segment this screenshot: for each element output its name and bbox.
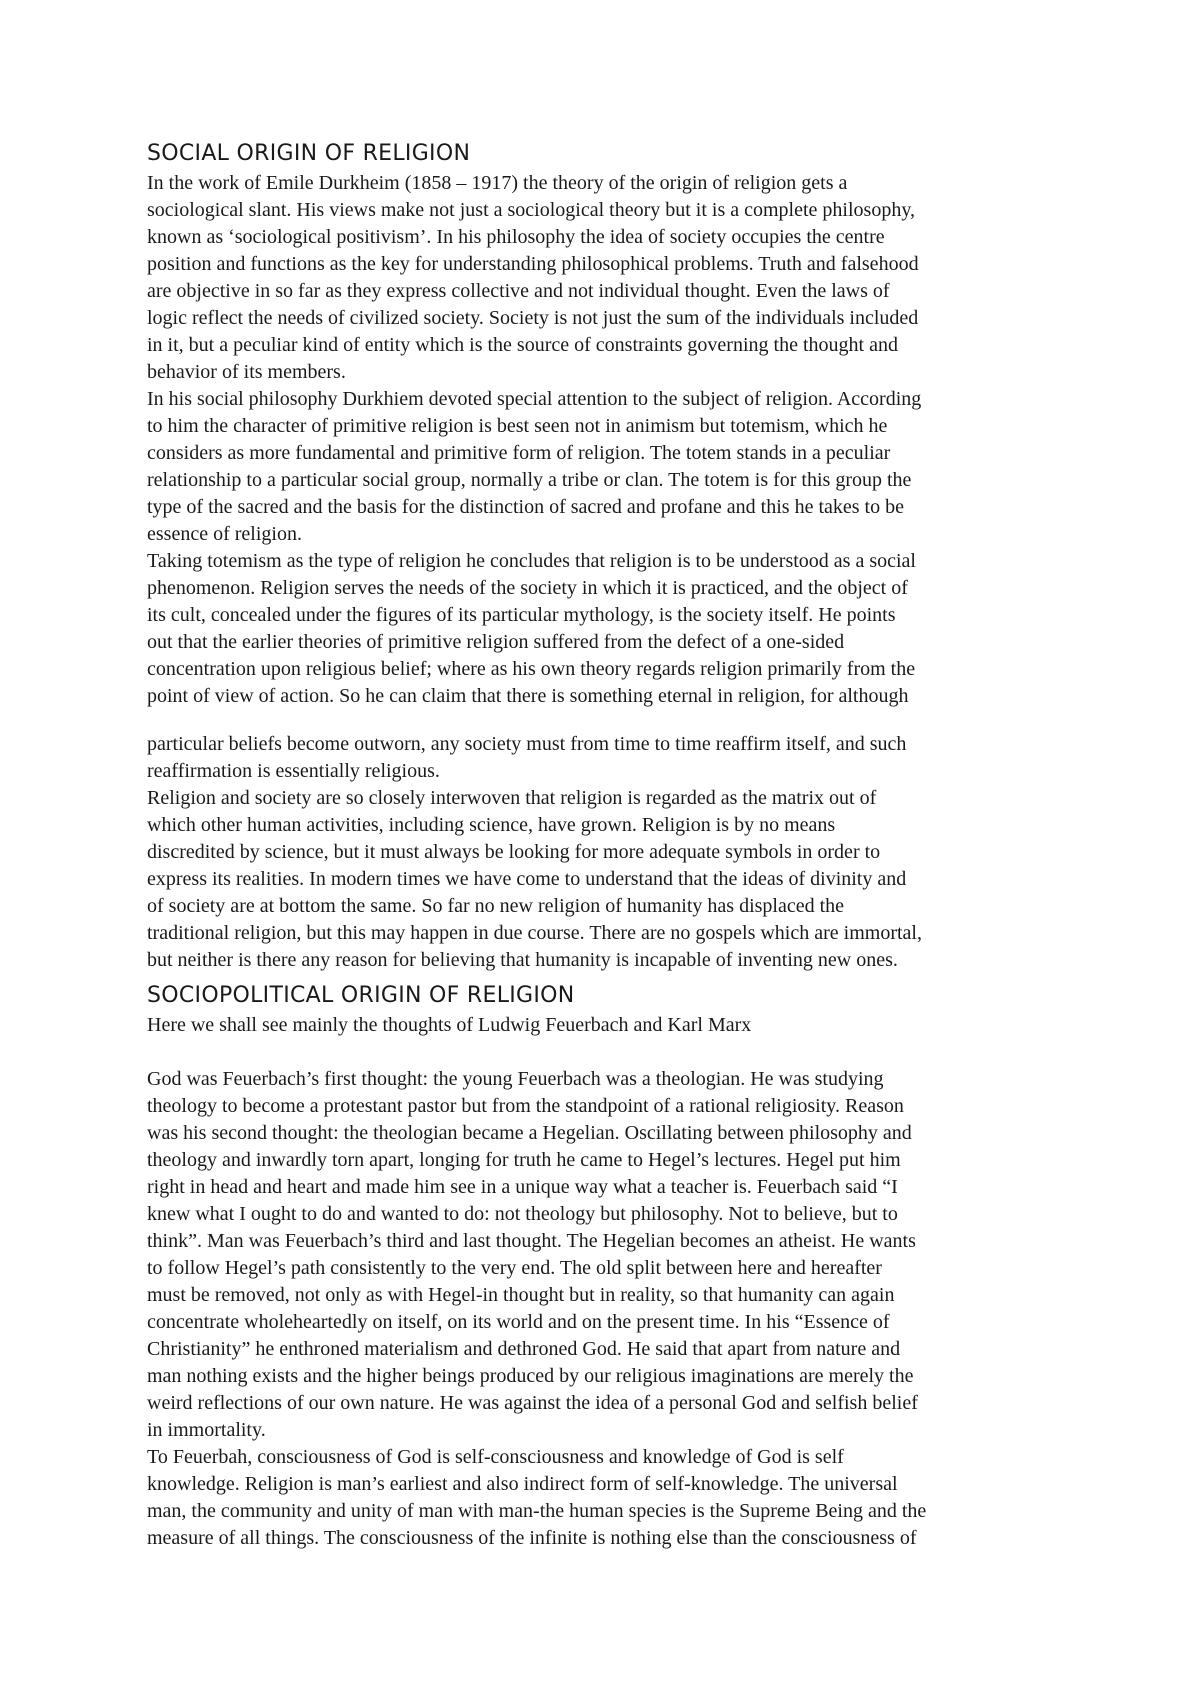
paragraph: To Feuerbah, consciousness of God is self-consciousness and knowledge of God is self knowledge. Religion is man’s earliest and also indirect form of self-knowledge. The universal man, the community and unity of man with man-the human species is the Supreme Being and the measure of all things. The consciousness of the infinite is nothing else than the consciousness of (147, 1446, 927, 1549)
section-heading-social-origin: SOCIAL ORIGIN OF RELIGION (147, 141, 471, 166)
paragraph: In the work of Emile Durkheim (1858 – 1917) the theory of the origin of religion gets a sociological slant. His views make not just a sociological theory but it is a complete philosophy, known as ‘sociological positivism’. In his philosophy the idea of society occupies the centre position and functions as the key for understanding philosophical problems. Truth and falsehood are objective in so far as they express collective and not individual thought. Even the laws of logic reflect the needs of civilized society. Society is not just the sum of the individuals included in it, but a peculiar kind of entity which is the source of constraints governing the thought and behavior of its members. (147, 172, 919, 383)
paragraph: God was Feuerbach’s first thought: the young Feuerbach was a theologian. He was studying theology to become a protestant pastor but from the standpoint of a rational religiosity. Reason was his second thought: the theologian became a Hegelian. Oscillating between philosophy and theology and inwardly torn apart, longing for truth he came to Hegel’s lectures. Hegel put him right in head and heart and made him see in a unique way what a teacher is. Feuerbach said “I knew what I ought to do and wanted to do: not theology but philosophy. Not to believe, but to think”. Man was Feuerbach’s third and last thought. The Hegelian becomes an atheist. He wants to follow Hegel’s path consistently to the very end. The old split between here and hereafter must be removed, not only as with Hegel-in thought but in reality, so that humanity can again concentrate wholeheartedly on itself, on its world and on the present time. In his “Essence of Christianity” he enthroned materialism and dethroned God. He said that apart from nature and man nothing exists and the higher beings produced by our religious imaginations are merely the weird reflections of our own nature. He was against the idea of a personal God and selfish belief in immortality. (147, 1068, 918, 1441)
section-heading-sociopolitical-origin: SOCIOPOLITICAL ORIGIN OF RELIGION (147, 983, 575, 1008)
paragraph: Taking totemism as the type of religion he concludes that religion is to be understood as a social phenomenon. Religion serves the needs of the society in which it is practiced, and the object of its cult, concealed under the figures of its particular mythology, is the society itself. He points out that the earlier theories of primitive religion suffered from the defect of a one-sided concentration upon religious belief; where as his own theory regards religion primarily from the point of view of action. So he can claim that there is something eternal in religion, for although (147, 550, 916, 707)
paragraph: particular beliefs become outworn, any society must from time to time reaffirm itself, and such reaffirmation is essentially religious. (147, 733, 907, 782)
section-intro: Here we shall see mainly the thoughts of Ludwig Feuerbach and Karl Marx (147, 1014, 752, 1036)
blank-line (147, 1039, 1067, 1066)
document-page (147, 138, 1067, 1552)
paragraph: In his social philosophy Durkhiem devoted special attention to the subject of religion. According to him the character of primitive religion is best seen not in animism but totemism, which he considers as more fundamental and primitive form of religion. The totem stands in a peculiar relationship to a particular social group, normally a tribe or clan. The totem is for this group the type of the sacred and the basis for the distinction of sacred and profane and this he takes to be essence of religion. (147, 388, 922, 545)
paragraph: Religion and society are so closely interwoven that religion is regarded as the matrix out of which other human activities, including science, have grown. Religion is by no means discredited by science, but it must always be looking for more adequate symbols in order to express its realities. In modern times we have come to understand that the ideas of divinity and of society are at bottom the same. So far no new religion of humanity has displaced the traditional religion, but this may happen in due course. There are no gospels which are immortal, but neither is there any reason for believing that humanity is incapable of inventing new ones. (147, 787, 922, 971)
page-break-gap (147, 710, 1067, 731)
